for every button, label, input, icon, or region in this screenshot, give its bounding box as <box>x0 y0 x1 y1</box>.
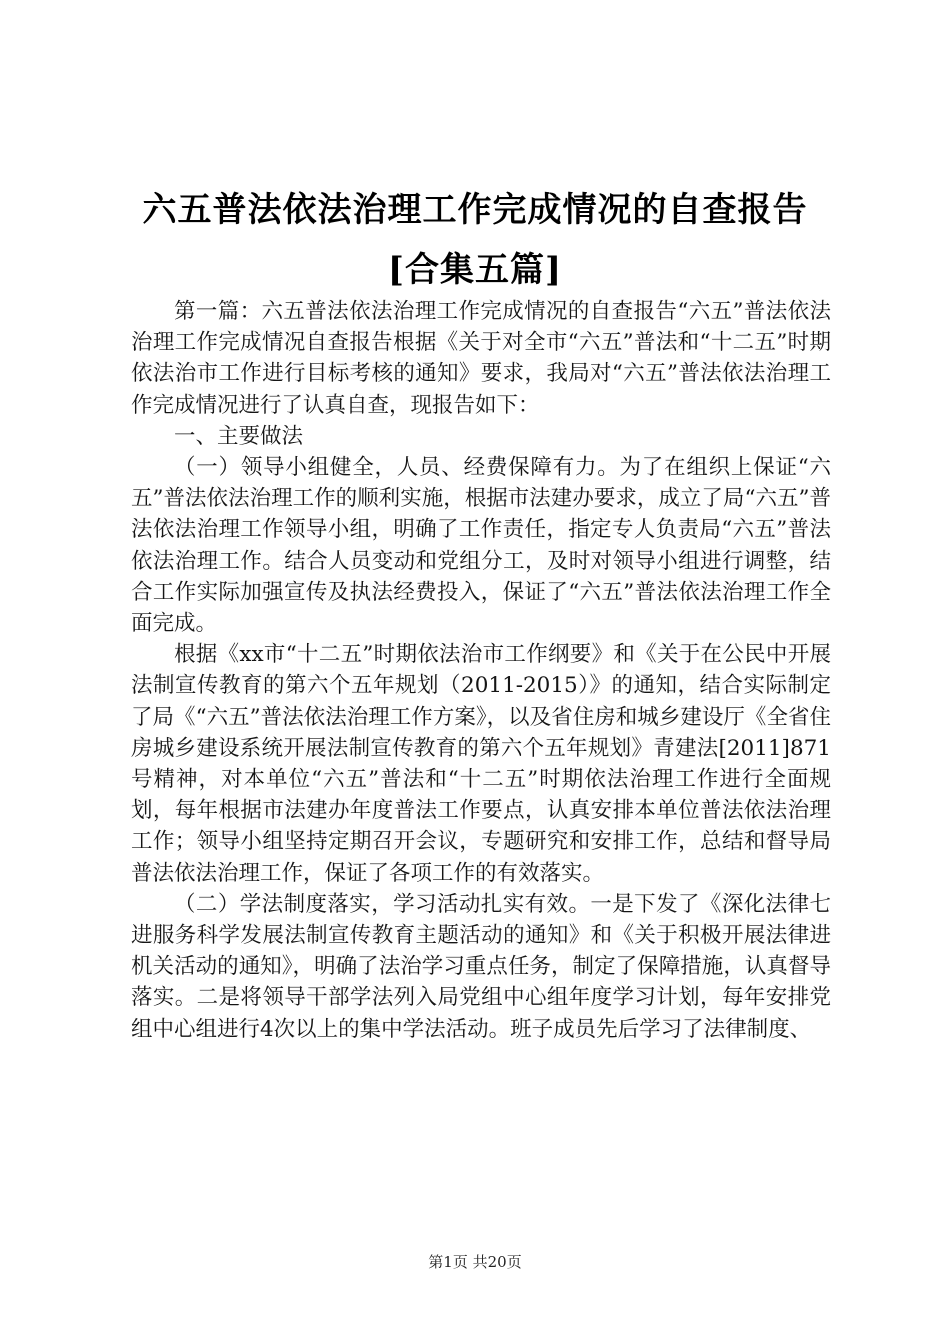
page-footer: 第1页 共20页 <box>428 1253 522 1271</box>
paragraph-study-system: （二）学法制度落实，学习活动扎实有效。一是下发了《深化法律七进服务科学发展法制宣传教育主题活动的通知》和《关于积极开展法律进机关活动的通知》，明确了法治学习重点任务，制定了保障措施，认真督导落实。二是将领导干部学法列入局党组中心组年度学习计划，每年安排党组中心组进行4次以上的集中学法活动。班子成员先后学习了法律制度、 <box>131 891 831 1042</box>
paragraph-intro: 第一篇：六五普法依法治理工作完成情况的自查报告“六五”普法依法治理工作完成情况自查报告根据《关于对全市“六五”普法和“十二五”时期依法治市工作进行目标考核的通知》要求，我局对“六五”普法依法治理工作完成情况进行了认真自查，现报告如下： <box>131 299 831 418</box>
document-title-line-1: 六五普法依法治理工作完成情况的自查报告 <box>142 190 808 230</box>
section-heading: 一、主要做法 <box>174 423 304 449</box>
document-body <box>131 296 831 1045</box>
paragraph-planning: 根据《xx市“十二五”时期依法治市工作纲要》和《关于在公民中开展法制宣传教育的第六个五年规划（2011-2015）》的通知，结合实际制定了局《“六五”普法依法治理工作方案》，以及省住房和城乡建设厅《全省住房城乡建设系统开展法制宣传教育的第六个五年规划》青建法[2011]871号精神，对本单位“六五”普法和“十二五”时期依法治理工作进行全面规划，每年根据市法建办年度普法工作要点，认真安排本单位普法依法治理工作；领导小组坚持定期召开会议，专题研究和安排工作，总结和督导局普法依法治理工作，保证了各项工作的有效落实。 <box>131 642 831 886</box>
paragraph-leadership: （一）领导小组健全，人员、经费保障有力。为了在组织上保证“六五”普法依法治理工作的顺利实施，根据市法建办要求，成立了局“六五”普法依法治理工作领导小组，明确了工作责任，指定专人负责局“六五”普法依法治理工作。结合人员变动和党组分工，及时对领导小组进行调整，结合工作实际加强宣传及执法经费投入，保证了“六五”普法依法治理工作全面完成。 <box>131 455 831 637</box>
document-title-line-2: [合集五篇] <box>387 250 563 290</box>
